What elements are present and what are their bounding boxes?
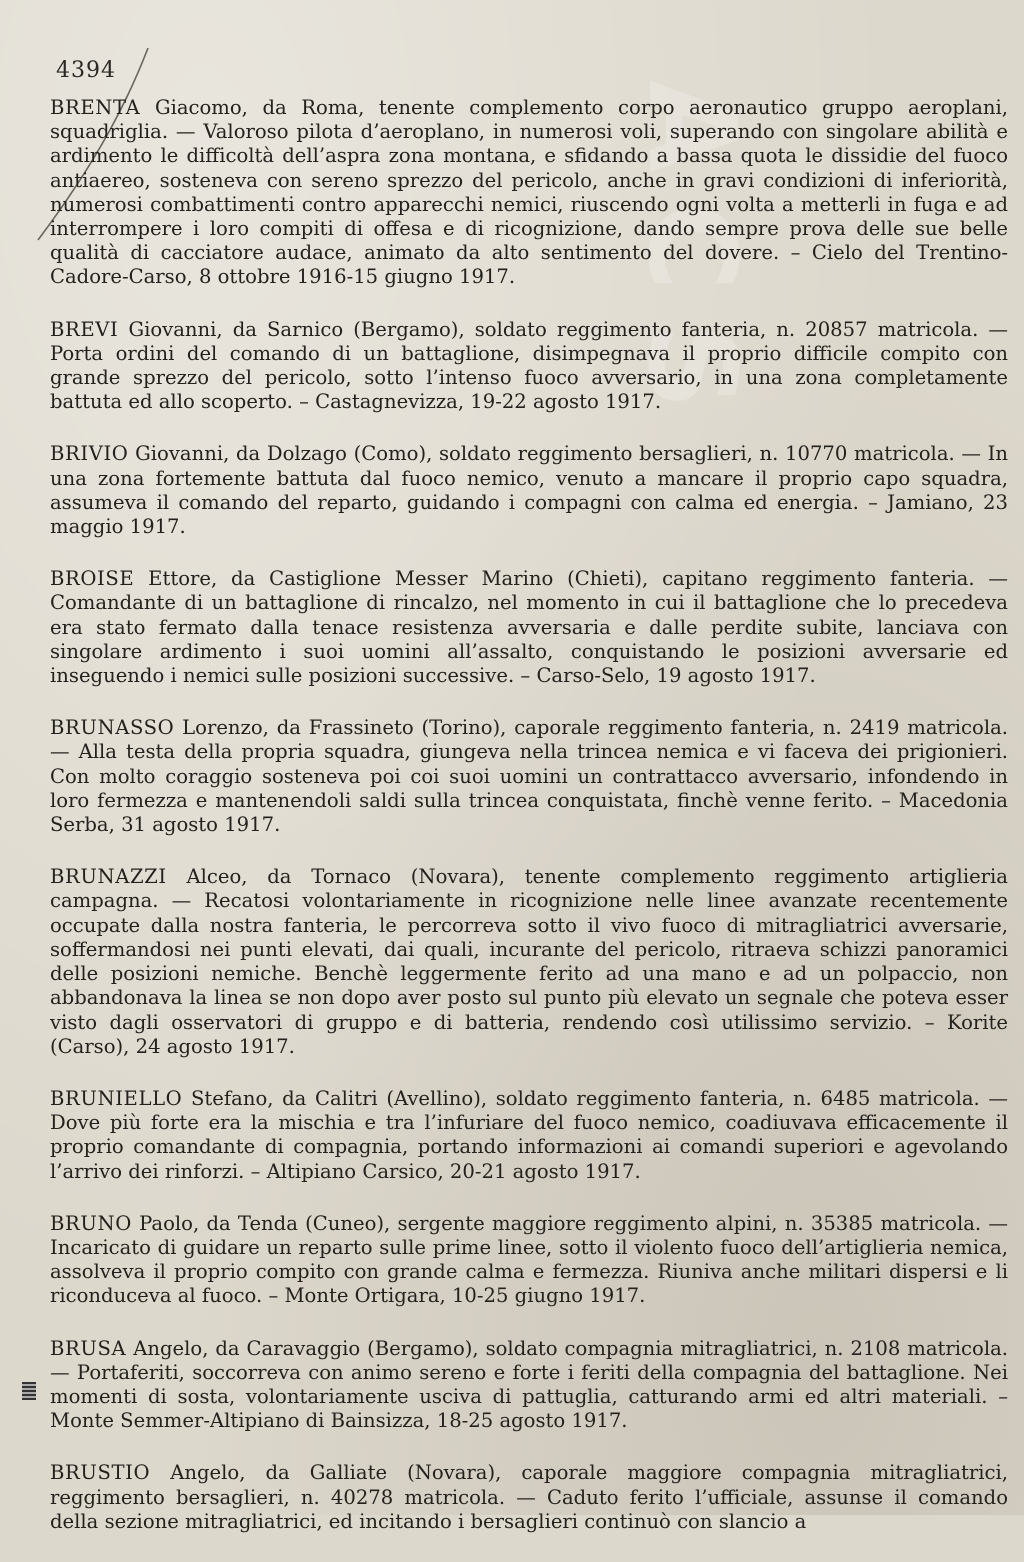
entry-surname: BRENTA [50, 96, 141, 119]
citation-entry [50, 96, 1008, 290]
page-number: 4394 [56, 58, 116, 83]
entry-text: Giovanni, da Dolzago (Como), soldato reggimento bersaglieri, n. 10770 matricola. — In una zona fortemente battuta dal fuoco nemico, venuto a mancare il proprio capo squadra, assumeva il comando del reparto, guidando i compagni con calma ed energia. – Jamiano, 23 maggio 1917. [50, 442, 1008, 539]
citation-entry [50, 716, 1008, 837]
entry-surname: BREVI [50, 317, 119, 341]
watermark: ACS [621, 80, 760, 440]
entry-text: Giovanni, da Sarnico (Bergamo), soldato reggimento fanteria, n. 20857 matricola. — Porta ordini del comando di un battaglione, disimpegnava il proprio difficile compito con grande sprezzo del pericolo, sotto l’intenso fuoco avversario, in una zona completamente battuta ed allo scoperto. – Castagnevizza, 19-22 agosto 1917. [50, 317, 1009, 414]
citation-entry [50, 1212, 1008, 1309]
entry-text: Lorenzo, da Frassineto (Torino), caporale reggimento fanteria, n. 2419 matricola. — Alla testa della propria squadra, giungeva nella trincea nemica e vi faceva dei prigionieri. Con molto coraggio sosteneva poi coi suoi uomini un contrattacco avversario, infondendo in loro fermezza e mantenendoli saldi sulla trincea conquistata, finchè venne ferito. – Macedonia Serba, 31 agosto 1917. [50, 716, 1008, 837]
citation-entry [50, 567, 1008, 688]
entry-text: Paolo, da Tenda (Cuneo), sergente maggiore reggimento alpini, n. 35385 matricola. — Incaricato di guidare un reparto sulle prime linee, sotto il violento fuoco dell’artiglieria nemica, assolveva il proprio compito con grande calma e fermezza. Riuniva anche militari dispersi e li riconduceva al fuoco. – Monte Ortigara, 10-25 giugno 1917. [50, 1211, 1008, 1308]
entry-text: Alceo, da Tornaco (Novara), tenente complemento reggimento artiglieria campagna. — Recatosi volontariamente in ricognizione nelle linee avanzate recentemente occupate dalla nostra fanteria, le percorreva sotto il vivo fuoco di mitragliatrici avversarie, soffermandosi nei punti elevati, dai quali, incurante del pericolo, ritraeva schizzi panoramici delle posizioni nemiche. Benchè leggermente ferito ad una mano e ad un polpaccio, non abbandonava la linea se non dopo aver posto sul punto più elevato un segnale che poteva esser visto dagli osservatori di gruppo e di batteria, rendendo così utilissimo servizio. – Korite (Carso), 24 agosto 1917. [50, 865, 1008, 1058]
entry-surname: BRUNO [50, 1211, 132, 1235]
entry-surname: BRUSTIO [50, 1461, 151, 1485]
citation-entry [50, 1087, 1008, 1184]
entry-surname: BRUNIELLO [50, 1086, 183, 1110]
citation-entry [50, 442, 1008, 539]
entry-surname: BRUNASSO [50, 716, 175, 740]
entry-text: Ettore, da Castiglione Messer Marino (Chieti), capitano reggimento fanteria. — Comandante di un battaglione di rincalzo, nel momento in cui il battaglione che lo precedeva era stato fermato dalla tenace resistenza avversaria e dalle perdite subite, lanciava con singolare ardimento i suoi uomini all’assalto, conquistando le posizioni avversarie ed inseguendo i nemici sulle posizioni successive. – Carso-Selo, 19 agosto 1917. [50, 567, 1008, 688]
citation-entry [50, 865, 1008, 1059]
entry-surname: BRUSA [50, 1336, 127, 1360]
entry-text: Stefano, da Calitri (Avellino), soldato reggimento fanteria, n. 6485 matricola. — Dove più forte era la mischia e tra l’infuriare del fuoco nemico, coadiuvava efficacemente il proprio comandante di compagnia, portando informazioni ai comandi superiori e agevolando l’arrivo dei rinforzi. – Altipiano Carsico, 20-21 agosto 1917. [50, 1086, 1008, 1183]
citation-entry [50, 1337, 1008, 1434]
entry-surname: BRIVIO [50, 442, 129, 466]
scan-artifact [22, 1382, 36, 1400]
citation-list [50, 96, 1008, 1562]
entry-surname: BROISE [50, 567, 135, 591]
citation-entry [50, 1461, 1008, 1534]
entry-text: Giacomo, da Roma, tenente complemento corpo aeronautico gruppo aeroplani, squadriglia. — Valoroso pilota d’aeroplano, in numerosi voli, superando con singolare abilità e ardimento le difficoltà dell’aspra zona montana, e sfidando a bassa quota le dissidie del fuoco antiaereo, sosteneva con sereno sprezzo del pericolo, anche in gravi condizioni di inferiorità, numerosi combattimenti contro apparecchi nemici, riuscendo ogni volta a metterli in fuga e ad interrompere i loro compiti di offesa e di ricognizione, dando sempre prova delle sue belle qualità di cacciatore audace, animato da alto sentimento del dovere. – Cielo del Trentino-Cadore-Carso, 8 ottobre 1916-15 giugno 1917. [50, 96, 1008, 289]
entry-text: Angelo, da Caravaggio (Bergamo), soldato compagnia mitragliatrici, n. 2108 matricola. — Portaferiti, soccorreva con animo sereno e forte i feriti della compagnia del battaglione. Nei momenti di sosta, volontariamente usciva di pattuglia, catturando armi ed altri materiali. – Monte Semmer-Altipiano di Bainsizza, 18-25 agosto 1917. [50, 1336, 1009, 1433]
entry-surname: BRUNAZZI [50, 865, 167, 889]
entry-text: Angelo, da Galliate (Novara), caporale maggiore compagnia mitragliatrici, reggimento bersaglieri, n. 40278 matricola. — Caduto ferito l’ufficiale, assunse il comando della sezione mitragliatrici, ed incitando i bersaglieri continuò con slancio a [50, 1461, 1008, 1533]
citation-entry [50, 318, 1008, 415]
